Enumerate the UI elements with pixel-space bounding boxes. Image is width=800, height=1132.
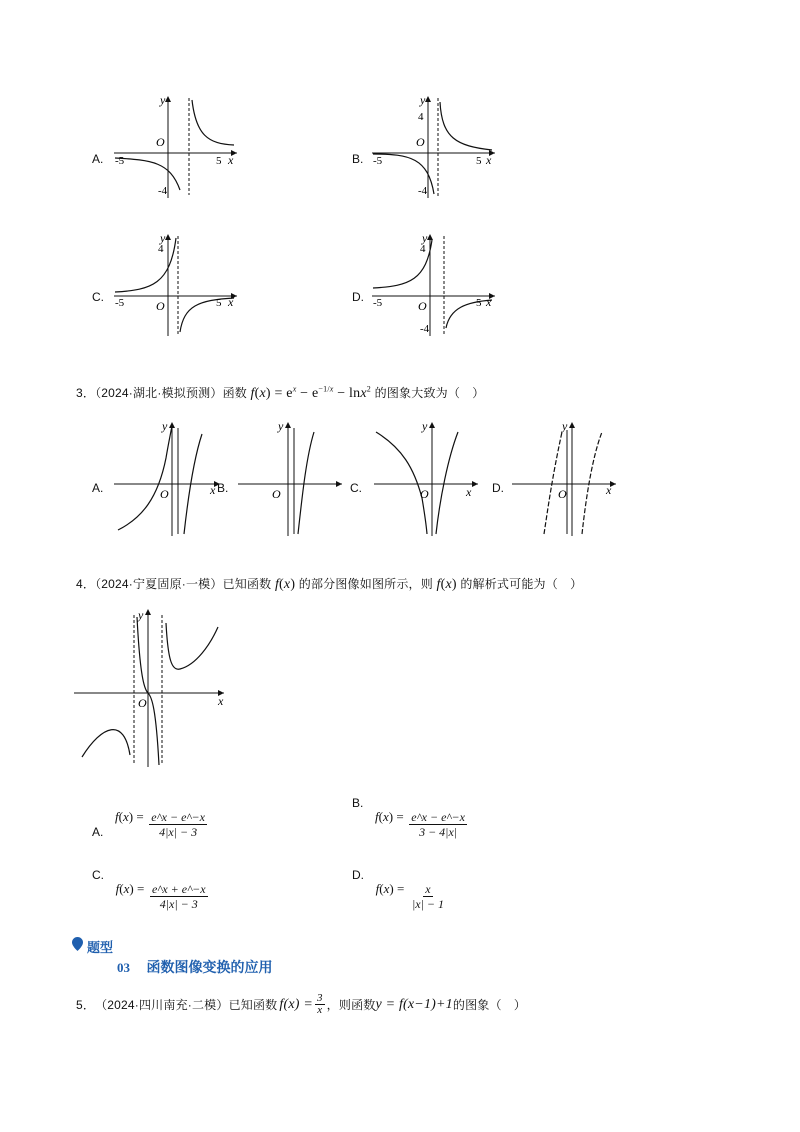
svg-text:y: y [278,419,284,433]
svg-text:-4: -4 [418,185,428,197]
svg-text:x: x [210,483,216,497]
svg-text:5: 5 [476,155,482,167]
svg-text:O: O [156,299,165,313]
section-header [72,937,272,977]
svg-text:O: O [138,696,147,710]
q3-option-a: A. [92,481,104,495]
tick-right: 5 [216,155,222,167]
tick-left: -5 [115,155,125,167]
svg-text:y: y [162,419,168,433]
svg-text:O: O [160,487,169,501]
svg-text:x: x [606,483,612,497]
section-title: 函数图像变换的应用 [146,959,273,975]
svg-text:-5: -5 [115,297,125,309]
graph-q3-c [372,418,484,538]
option-label-d: D. [352,290,364,304]
svg-text:y: y [562,419,568,433]
svg-text:x: x [228,295,234,309]
y-label: y [160,93,166,107]
origin-label: O [156,135,165,149]
svg-text:-5: -5 [373,297,383,309]
option-label-a: A. [92,152,104,166]
q3-option-b: B. [217,481,229,495]
svg-text:O: O [418,299,427,313]
svg-text:y: y [422,419,428,433]
choice-c[interactable]: C. f(x) = $\frac{e\^{}x + e\^{}-x}{4|x| - 3}$ [92,868,206,911]
section-number: 03 [117,960,130,975]
option-label-c: C. [92,290,104,304]
graph-q3-b [236,418,348,538]
svg-text:4: 4 [418,111,424,123]
x-label: x [228,153,234,167]
svg-text:y: y [420,93,426,107]
formula-q3: $f(x) = e^x - e^{-1/x} - \ln x^2$ [250,384,371,401]
svg-text:-4: -4 [420,323,430,335]
svg-text:-5: -5 [373,155,383,167]
svg-text:5: 5 [216,297,222,309]
svg-text:y: y [422,231,428,245]
question-3: 3．（2024·湖北·模拟预测）函数 $f(x) = e^x - e^{-1/x} - \ln x^2$ 的图象大致为（ ） [76,384,485,401]
svg-text:O: O [272,487,281,501]
q3-option-d: D. [492,481,504,495]
graph-q4 [72,605,232,770]
graph-q2-d [370,228,500,338]
graph-q2-c [112,228,242,338]
svg-text:y: y [160,231,166,245]
svg-text:O: O [416,135,425,149]
question-5: 5． （2024·四川南充·二模） 已知函数 f(x) = $\frac{3}{x}$ ，则函数 y = f(x−1)+1 的图象（ ） [76,992,527,1016]
svg-text:x: x [486,153,492,167]
graph-q2-a [112,90,242,200]
section-tag: 题型 [87,940,114,955]
graph-q3-a [112,418,224,538]
svg-text:O: O [420,487,429,501]
svg-text:5: 5 [476,297,482,309]
question-source: （2024·湖北·模拟预测） [95,386,223,400]
choice-b[interactable]: B. f(x) = $\frac{e\^{}x - e\^{}-x}{3 - 4|x|}$ [352,796,465,839]
graph-q3-d [510,418,622,538]
graph-q2-b [370,90,500,200]
svg-text:x: x [466,485,472,499]
question-4: 4．（2024·宁夏固原·一模）已知函数 f(x) 的部分图像如图所示，则 f(x) 的解析式可能为（ ） [76,577,583,592]
q3-option-c: C. [350,481,362,495]
svg-text:x: x [486,295,492,309]
option-label-b: B. [352,152,364,166]
location-pin-icon [72,937,83,951]
tick-bottom: -4 [158,185,168,197]
svg-text:O: O [558,487,567,501]
svg-text:y: y [138,608,144,622]
svg-text:x: x [218,694,224,708]
question-number: 3． [76,386,96,400]
svg-text:4: 4 [158,243,164,255]
choice-a[interactable]: A. f(x) = $\frac{e\^{}x - e\^{}-x}{4|x| - 3}$ [92,809,205,839]
svg-text:4: 4 [420,243,426,255]
choice-d[interactable]: D. f(x) = $\frac{x}{|x| - 1}$ [352,868,444,911]
